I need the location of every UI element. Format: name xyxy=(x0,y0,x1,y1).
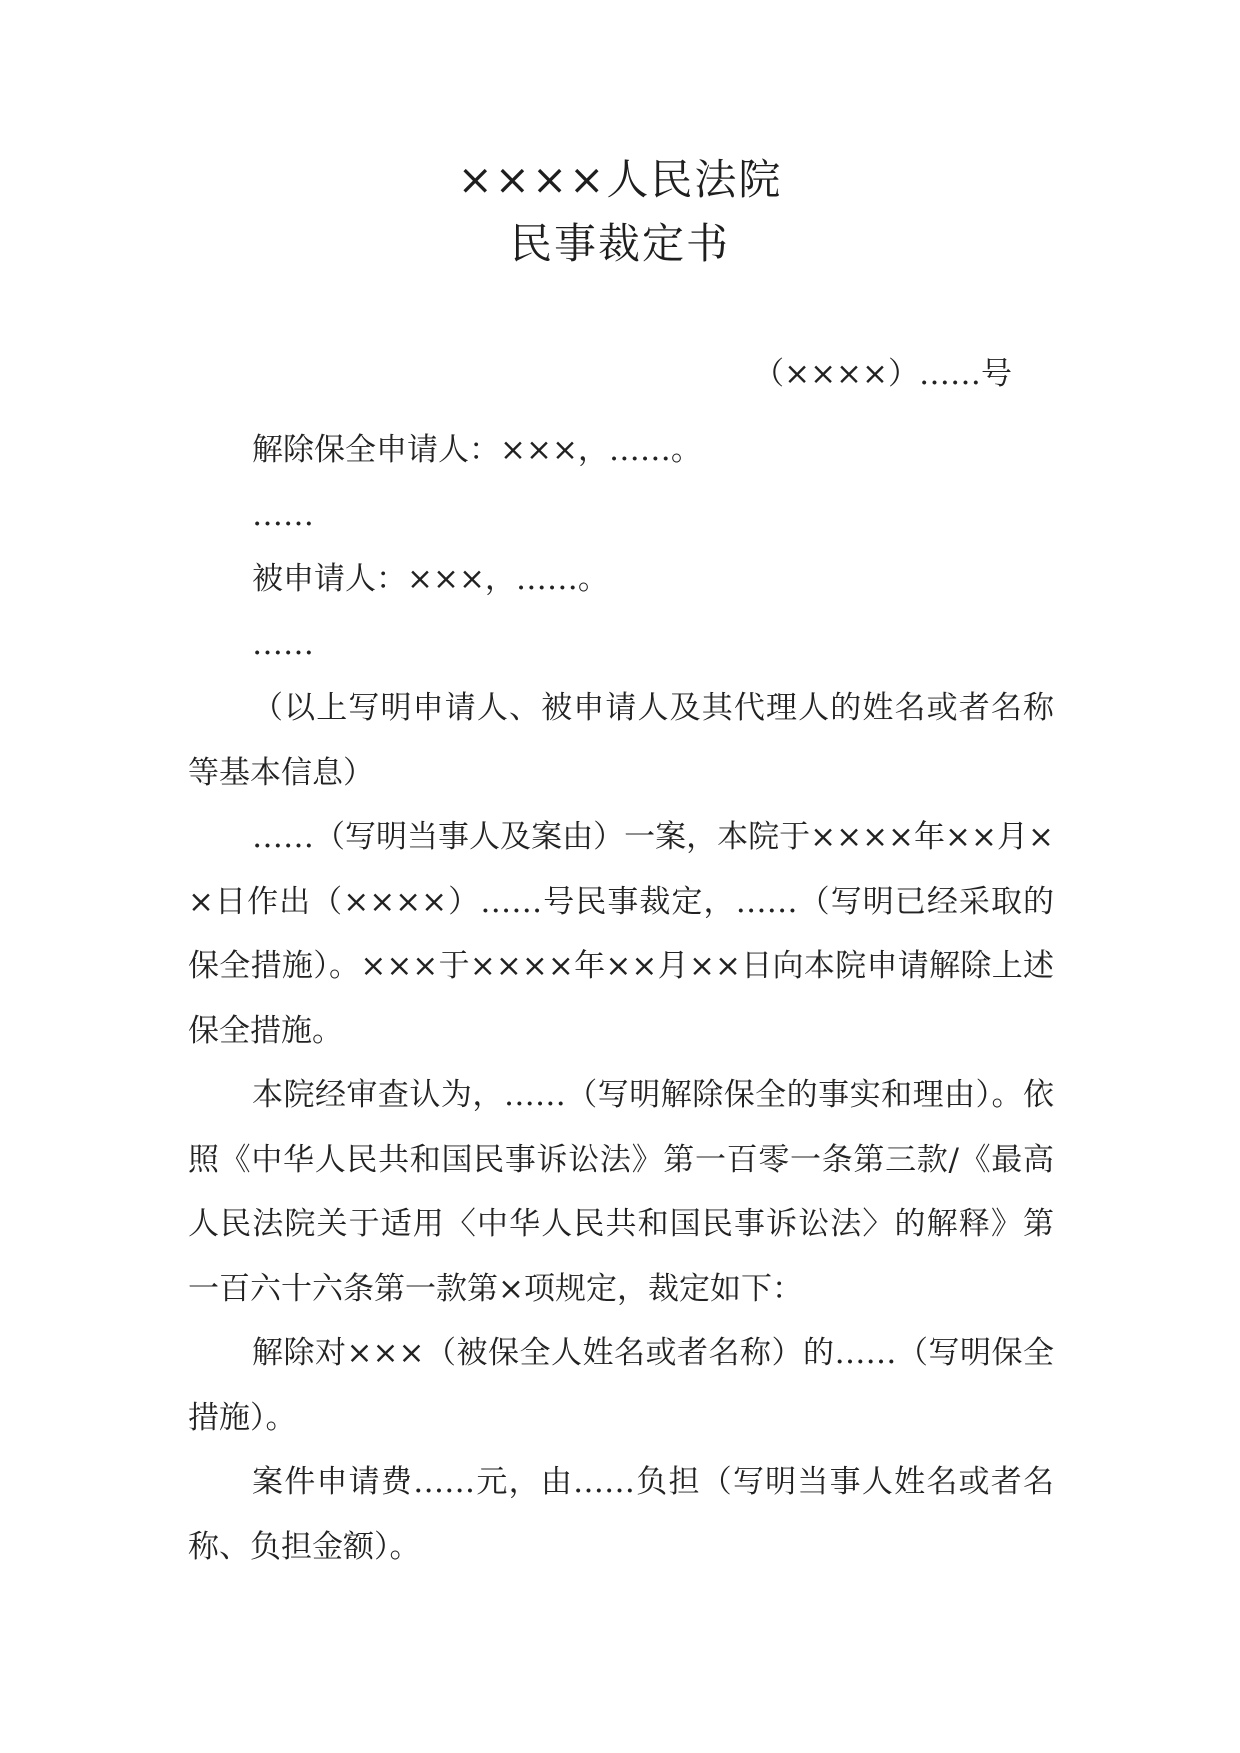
applicant-ellipsis: …… xyxy=(252,496,314,533)
document-header xyxy=(0,148,1240,276)
parties-note: （以上写明申请人、被申请人及其代理人的姓名或者名称等基本信息） xyxy=(188,690,1054,791)
case-background-paragraph: ……（写明当事人及案由）一案，本院于××××年××月××日作出（××××）……号民事裁定，……（写明已经采取的保全措施）。×××于××××年××月××日向本院申请解除上述保全措施。 xyxy=(188,819,1054,1049)
court-name: ××××人民法院 xyxy=(457,155,783,204)
court-reasoning-paragraph: 本院经审查认为，……（写明解除保全的事实和理由）。依照《中华人民共和国民事诉讼法》第一百零一条第三款/《最高人民法院关于适用〈中华人民共和国民事诉讼法〉的解释》第一百六十六条第一款第×项规定，裁定如下： xyxy=(188,1077,1054,1307)
applicant-line: 解除保全申请人：×××，……。 xyxy=(252,432,702,468)
ruling-paragraph: 解除对×××（被保全人姓名或者名称）的……（写明保全措施）。 xyxy=(188,1335,1054,1436)
respondent-ellipsis: …… xyxy=(252,625,314,662)
document-body xyxy=(188,418,1054,1579)
document-type-title: 民事裁定书 xyxy=(509,219,730,268)
respondent-line: 被申请人：×××，……。 xyxy=(252,561,609,597)
case-number: （××××）……号 xyxy=(753,356,1012,392)
application-fee-paragraph: 案件申请费……元，由……负担（写明当事人姓名或者名称、负担金额）。 xyxy=(188,1464,1054,1565)
